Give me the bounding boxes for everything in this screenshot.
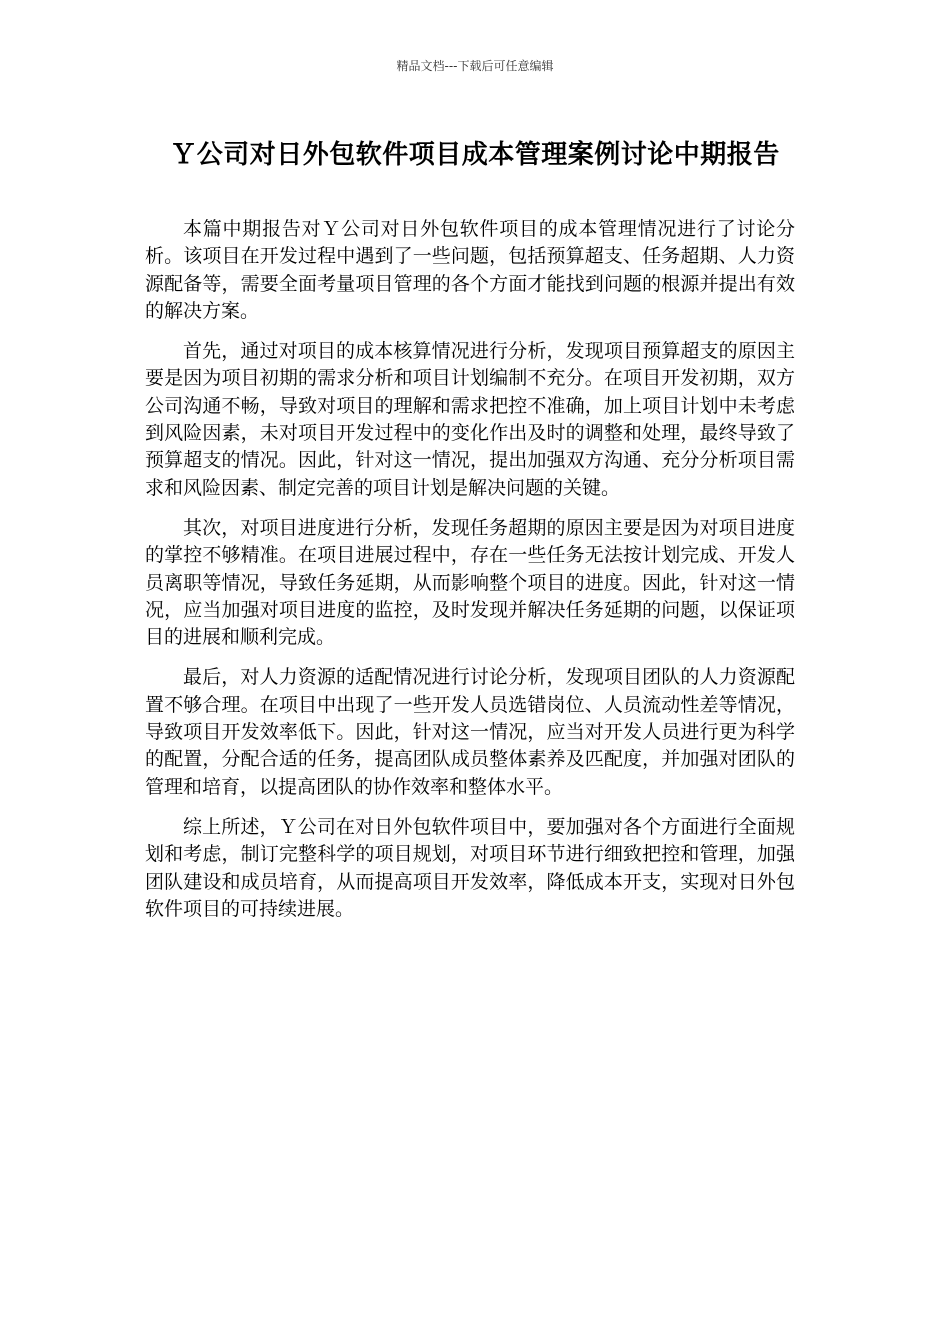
document-body [145,216,795,936]
paragraph-conclusion: 综上所述，Ｙ公司在对日外包软件项目中，要加强对各个方面进行全面规划和考虑，制订完整科学的项目规划，对项目环节进行细致把控和管理，加强团队建设和成员培育，从而提高项目开发效率，降低成本开支，实现对日外包软件项目的可持续进展。 [145,815,795,920]
document-title: Ｙ公司对日外包软件项目成本管理案例讨论中期报告 [170,140,780,170]
paragraph-schedule-analysis: 其次，对项目进度进行分析，发现任务超期的原因主要是因为对项目进度的掌控不够精准。在项目进展过程中，存在一些任务无法按计划完成、开发人员离职等情况，导致任务延期，从而影响整个项目的进度。因此，针对这一情况，应当加强对项目进度的监控，及时发现并解决任务延期的问题，以保证项目的进展和顺利完成。 [145,516,795,649]
paragraph-hr-analysis: 最后，对人力资源的适配情况进行讨论分析，发现项目团队的人力资源配置不够合理。在项目中出现了一些开发人员选错岗位、人员流动性差等情况，导致项目开发效率低下。因此，针对这一情况，应当对开发人员进行更为科学的配置，分配合适的任务，提高团队成员整体素养及匹配度，并加强对团队的管理和培育，以提高团队的协作效率和整体水平。 [145,666,795,798]
header-note: 精品文档---下载后可任意编辑 [396,59,554,73]
paragraph-intro: 本篇中期报告对Ｙ公司对日外包软件项目的成本管理情况进行了讨论分析。该项目在开发过程中遇到了一些问题，包括预算超支、任务超期、人力资源配备等，需要全面考量项目管理的各个方面才能找到问题的根源并提出有效的解决方案。 [145,218,795,322]
paragraph-cost-analysis: 首先，通过对项目的成本核算情况进行分析，发现项目预算超支的原因主要是因为项目初期的需求分析和项目计划编制不充分。在项目开发初期，双方公司沟通不畅，导致对项目的理解和需求把控不准确，加上项目计划中未考虑到风险因素，未对项目开发过程中的变化作出及时的调整和处理，最终导致了预算超支的情况。因此，针对这一情况，提出加强双方沟通、充分分析项目需求和风险因素、制定完善的项目计划是解决问题的关键。 [145,340,795,499]
